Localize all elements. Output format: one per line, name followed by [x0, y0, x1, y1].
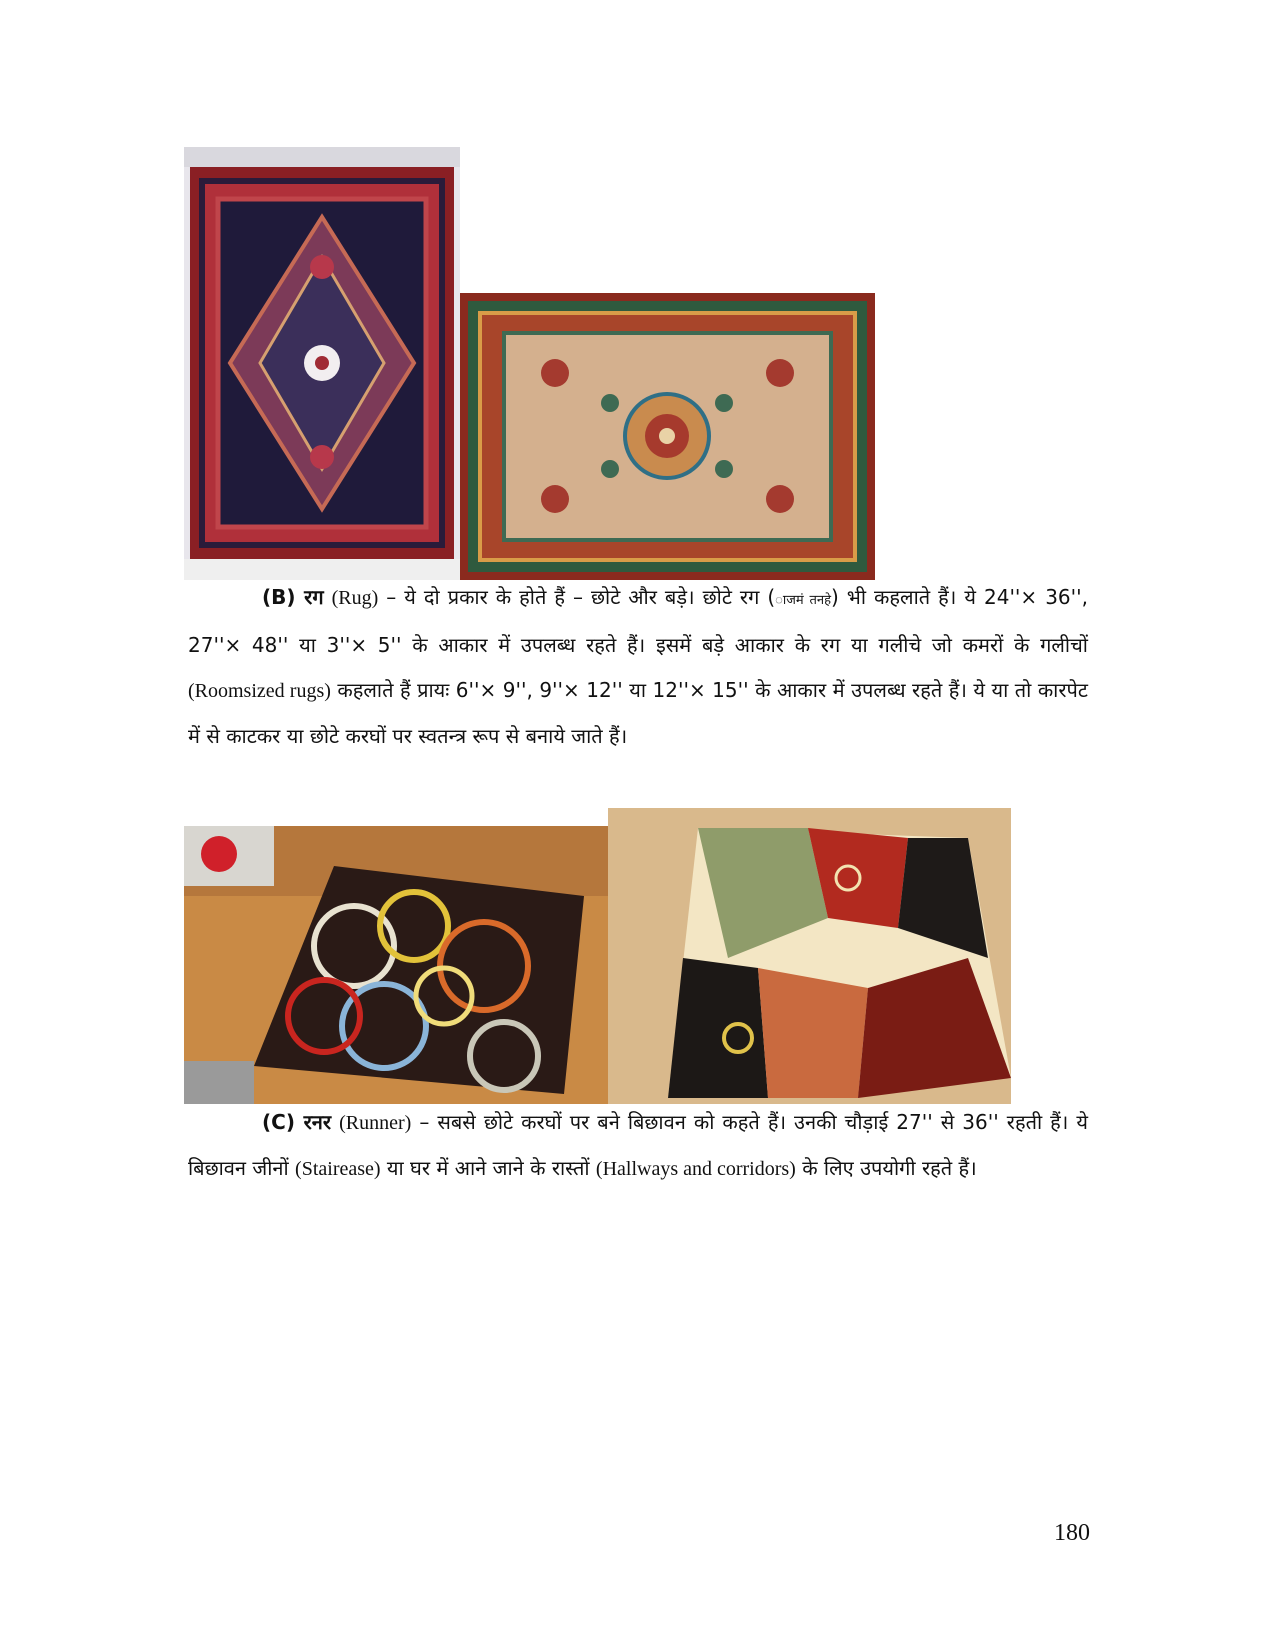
- persian-rug-photo-beige: [460, 293, 875, 580]
- section-c-text-3: के लिए उपयोगी रहते हैं।: [795, 1156, 977, 1180]
- section-b-label: (B) रग: [262, 585, 324, 609]
- modern-rug-photo-circles: [184, 826, 608, 1104]
- section-b-text-1: – ये दो प्रकार के होते हैं – छोटे और बड़े। छोटे रग (: [378, 585, 776, 609]
- section-c-text-1: – सबसे छोटे करघों पर बने बिछावन को कहते हैं। उनकी चौड़ाई 27'' से 36'' रहती हैं। ये बिछावन जीनों: [188, 1110, 1089, 1180]
- section-b-garbled-text: ाजमं तनहे: [775, 593, 831, 608]
- section-c-text-2: या घर में आने जाने के रास्तों: [380, 1156, 596, 1180]
- section-b-latin-term: (Rug): [331, 587, 379, 609]
- section-b-text-3: कहलाते हैं प्रायः 6''× 9'', 9''× 12'' या 12''× 15'' के आकार में उपलब्ध रहते हैं। ये या तो कारपेट में से काटकर या छोटे करघों पर स्वतन्त्र रूप से बनाये जाते हैं।: [188, 678, 1088, 748]
- persian-rug-photo-dark-red: [184, 147, 460, 580]
- black-rug-with-rings-icon: [184, 826, 608, 1104]
- section-c-label: (C) रनर: [262, 1110, 332, 1134]
- modern-rug-photo-abstract: [608, 808, 1011, 1104]
- beige-floral-rug-icon: [460, 293, 875, 580]
- section-c-latin-stairease: (Stairease): [295, 1158, 381, 1180]
- section-b-paragraph: [188, 575, 1088, 759]
- section-c-latin-term: (Runner): [339, 1112, 412, 1134]
- section-c-latin-hallways: (Hallways and corridors): [595, 1158, 796, 1180]
- section-c-paragraph: [188, 1100, 1088, 1192]
- dark-red-medallion-rug-icon: [184, 147, 460, 580]
- section-b-text-2: ) भी कहलाते हैं। ये 24''× 36'', 27''× 48'' या 3''× 5'' के आकार में उपलब्ध रहते हैं। इसमें बड़े आकार के रग या गलीचे जो कमरों के गलीचों: [188, 585, 1089, 657]
- section-b-latin-roomsized: (Roomsized rugs): [188, 680, 331, 702]
- page-number: 180: [1054, 1520, 1090, 1546]
- abstract-shapes-rug-icon: [608, 808, 1011, 1104]
